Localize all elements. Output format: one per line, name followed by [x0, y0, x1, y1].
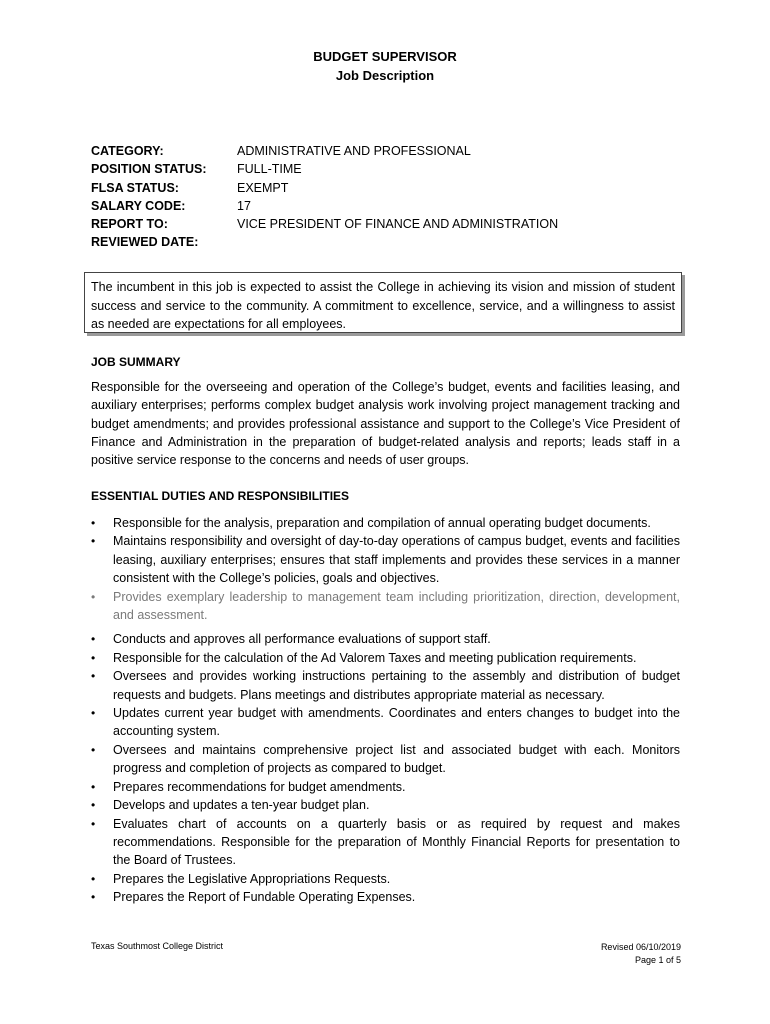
- duty-text: Prepares the Report of Fundable Operating Expenses.: [113, 890, 416, 905]
- field-value: ADMINISTRATIVE AND PROFESSIONAL: [237, 144, 471, 158]
- field-label: POSITION STATUS:: [91, 162, 207, 177]
- list-item: [91, 741, 680, 778]
- duty-text: Prepares recommendations for budget amendments.: [113, 779, 406, 794]
- footer-page-number: Page 1 of 5: [634, 955, 681, 965]
- bullet-icon: •: [91, 816, 96, 831]
- duty-text: Provides exemplary leadership to management team including prioritization, direction, development, and assessment.: [113, 589, 680, 623]
- duty-text: Maintains responsibility and oversight of day-to-day operations of campus budget, events and facilities leasing, auxiliary enterprises; ensures that staff implements and provides these services in a manner consistent with the College’s policies, goals and objectives.: [113, 534, 680, 586]
- duty-text: Conducts and approves all performance evaluations of support staff.: [113, 632, 491, 647]
- field-value: FULL-TIME: [237, 162, 302, 177]
- footer-right: [601, 941, 681, 967]
- document-subtitle: Job Description: [335, 68, 435, 83]
- list-item: [91, 888, 680, 906]
- field-value: VICE PRESIDENT OF FINANCE AND ADMINISTRATION: [237, 217, 559, 232]
- bullet-icon: •: [91, 779, 96, 794]
- bullet-icon: •: [91, 650, 96, 665]
- document-title: BUDGET SUPERVISOR: [313, 49, 457, 64]
- list-item: [91, 778, 680, 796]
- bullet-icon: •: [91, 534, 96, 549]
- list-item: [91, 514, 680, 532]
- field-value: EXEMPT: [237, 180, 289, 195]
- list-item: [91, 870, 680, 888]
- duty-text: Oversees and provides working instructions pertaining to the assembly and distribution of budget requests and budgets. Plans meetings and distributes appropriate material as necessary.: [113, 669, 680, 702]
- duties-heading: ESSENTIAL DUTIES AND RESPONSIBILITIES: [91, 489, 350, 503]
- bullet-icon: •: [91, 871, 96, 886]
- list-item: [91, 649, 680, 667]
- duty-text: Updates current year budget with amendments. Coordinates and enters changes to budget into the accounting system.: [113, 706, 680, 739]
- duty-text: Evaluates chart of accounts on a quarterly basis or as required by request and makes recommendations. Responsible for the preparation of Monthly Financial Reports for presentation to the Board of Trustees.: [113, 816, 680, 868]
- bullet-icon: •: [91, 516, 96, 530]
- duty-text: Prepares the Legislative Appropriations Requests.: [113, 871, 391, 886]
- list-item: [91, 796, 680, 814]
- field-label: SALARY CODE:: [91, 198, 186, 213]
- field-value: 17: [237, 198, 251, 213]
- list-item: [91, 704, 680, 741]
- field-label: CATEGORY:: [91, 144, 164, 158]
- bullet-icon: •: [91, 798, 96, 813]
- footer-revised-date: Revised 06/10/2019: [600, 942, 681, 952]
- field-label: REVIEWED DATE:: [91, 235, 199, 250]
- duties-list: [91, 514, 680, 907]
- field-label: FLSA STATUS:: [91, 180, 179, 195]
- list-item: [91, 532, 680, 587]
- duty-text: Oversees and maintains comprehensive project list and associated budget with each. Monitors progress and completion of projects as compared to budget.: [113, 742, 680, 776]
- bullet-icon: •: [91, 632, 96, 647]
- list-item: [91, 630, 680, 648]
- list-item: [91, 667, 680, 704]
- list-item: [91, 815, 680, 870]
- duty-text: Develops and updates a ten-year budget plan.: [113, 798, 370, 813]
- bullet-icon: •: [91, 669, 96, 684]
- bullet-icon: •: [91, 589, 96, 604]
- job-summary-text: Responsible for the overseeing and operation of the College’s budget, events and facilities leasing, and auxiliary enterprises; performs complex budget analysis work involving project management tracking and budget amendments; and provides professional assistance and support to the College’s Vice President of Finance and Administration in the preparation of budget-related analysis and reports; leads staff in a positive service response to the concerns and needs of user groups.: [91, 380, 680, 468]
- bullet-icon: •: [91, 706, 96, 721]
- mission-statement-box: The incumbent in this job is expected to assist the College in achieving its vision and mission of student success and service to the community. A commitment to excellence, service, and a willingness to assist as needed are expectations for all employees.: [84, 272, 682, 333]
- job-summary-heading: JOB SUMMARY: [91, 355, 181, 369]
- bullet-icon: •: [91, 890, 96, 905]
- list-item: [91, 588, 680, 625]
- footer-organization: Texas Southmost College District: [91, 941, 224, 951]
- duty-text: Responsible for the calculation of the Ad Valorem Taxes and meeting publication requirements.: [113, 650, 637, 665]
- field-label: REPORT TO:: [91, 217, 168, 232]
- bullet-icon: •: [91, 742, 96, 757]
- duty-text: Responsible for the analysis, preparation and compilation of annual operating budget documents.: [113, 516, 651, 530]
